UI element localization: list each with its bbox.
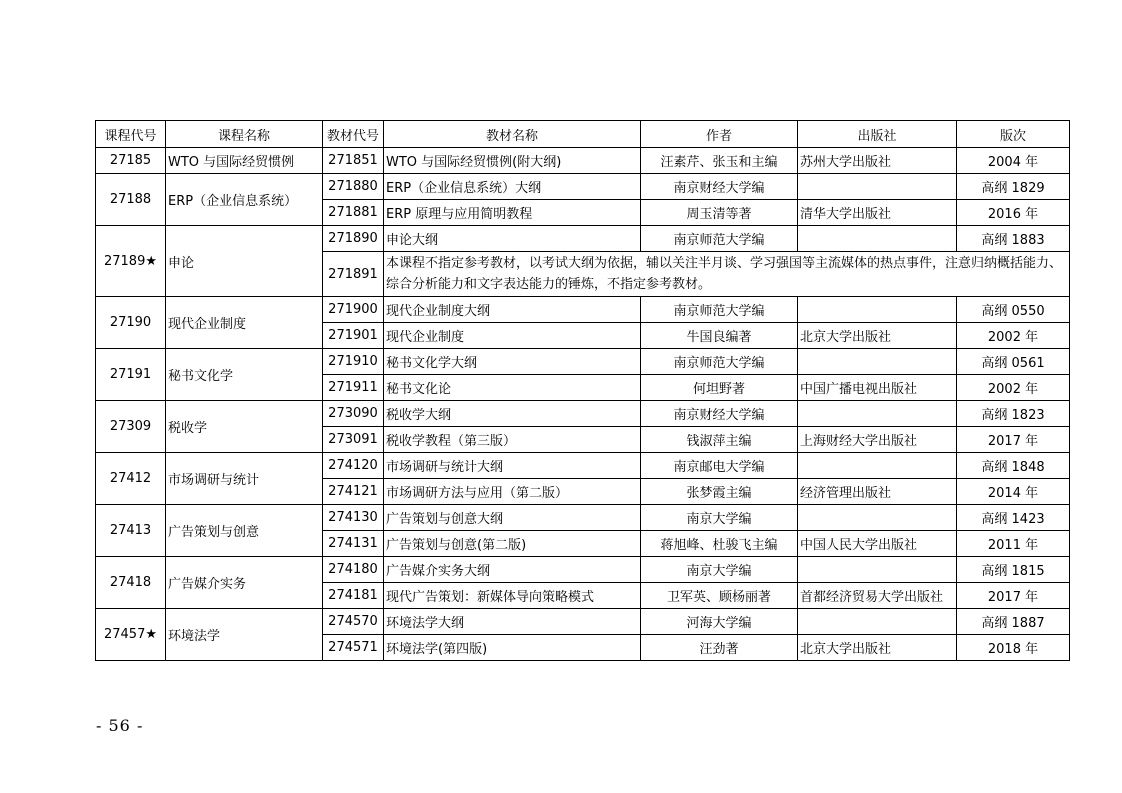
publisher-cell: 中国人民大学出版社 — [798, 531, 957, 557]
course-code-cell: 27191 — [96, 349, 166, 401]
author-cell: 河海大学编 — [641, 609, 798, 635]
publisher-cell: 上海财经大学出版社 — [798, 427, 957, 453]
course-code-cell: 27185 — [96, 148, 166, 174]
author-cell: 钱淑萍主编 — [641, 427, 798, 453]
book-code-cell: 271911 — [323, 375, 384, 401]
table-row — [96, 297, 1070, 323]
book-name-cell: 广告策划与创意(第二版) — [384, 531, 641, 557]
header-book-name: 教材名称 — [384, 121, 641, 148]
author-cell: 汪劲著 — [641, 635, 798, 661]
edition-cell: 高纲 1887 — [957, 609, 1070, 635]
table-row — [96, 174, 1070, 200]
edition-cell: 高纲 1883 — [957, 226, 1070, 252]
book-name-cell: ERP 原理与应用简明教程 — [384, 200, 641, 226]
book-name-cell: 申论大纲 — [384, 226, 641, 252]
publisher-cell — [798, 174, 957, 200]
edition-cell: 高纲 1823 — [957, 401, 1070, 427]
header-edition: 版次 — [957, 121, 1070, 148]
book-code-cell: 271890 — [323, 226, 384, 252]
publisher-cell: 首都经济贸易大学出版社 — [798, 583, 957, 609]
course-name-cell: ERP（企业信息系统） — [166, 174, 323, 226]
book-code-cell: 274120 — [323, 453, 384, 479]
course-textbook-table-container — [95, 120, 1069, 661]
publisher-cell — [798, 453, 957, 479]
publisher-cell — [798, 226, 957, 252]
publisher-cell — [798, 557, 957, 583]
book-code-cell: 274571 — [323, 635, 384, 661]
author-cell: 南京师范大学编 — [641, 297, 798, 323]
course-code-cell: 27190 — [96, 297, 166, 349]
table-header — [96, 121, 1070, 148]
course-code-cell: 27309 — [96, 401, 166, 453]
table-row — [96, 557, 1070, 583]
edition-cell: 2017 年 — [957, 583, 1070, 609]
publisher-cell — [798, 401, 957, 427]
edition-cell: 高纲 0561 — [957, 349, 1070, 375]
header-course-code: 课程代号 — [96, 121, 166, 148]
edition-cell: 高纲 0550 — [957, 297, 1070, 323]
edition-cell: 2014 年 — [957, 479, 1070, 505]
course-name-cell: 环境法学 — [166, 609, 323, 661]
header-author: 作者 — [641, 121, 798, 148]
table-row — [96, 453, 1070, 479]
publisher-cell — [798, 297, 957, 323]
course-code-cell: 27413 — [96, 505, 166, 557]
author-cell: 汪素芹、张玉和主编 — [641, 148, 798, 174]
header-course-name: 课程名称 — [166, 121, 323, 148]
author-cell: 南京师范大学编 — [641, 226, 798, 252]
book-code-cell: 274570 — [323, 609, 384, 635]
table-row — [96, 226, 1070, 252]
publisher-cell: 北京大学出版社 — [798, 323, 957, 349]
book-name-cell: 税收学教程（第三版） — [384, 427, 641, 453]
course-code-cell: 27188 — [96, 174, 166, 226]
book-code-cell: 274130 — [323, 505, 384, 531]
book-name-cell: 秘书文化论 — [384, 375, 641, 401]
edition-cell: 2018 年 — [957, 635, 1070, 661]
course-name-cell: 秘书文化学 — [166, 349, 323, 401]
edition-cell: 2002 年 — [957, 323, 1070, 349]
book-code-cell: 271900 — [323, 297, 384, 323]
book-name-cell: ERP（企业信息系统）大纲 — [384, 174, 641, 200]
publisher-cell: 经济管理出版社 — [798, 479, 957, 505]
author-cell: 卫军英、顾杨丽著 — [641, 583, 798, 609]
author-cell: 牛国良编著 — [641, 323, 798, 349]
edition-cell: 高纲 1423 — [957, 505, 1070, 531]
edition-cell: 2002 年 — [957, 375, 1070, 401]
table-row — [96, 609, 1070, 635]
edition-cell: 2004 年 — [957, 148, 1070, 174]
table-row — [96, 148, 1070, 174]
course-name-cell: WTO 与国际经贸惯例 — [166, 148, 323, 174]
book-code-cell: 274181 — [323, 583, 384, 609]
book-name-cell: 秘书文化学大纲 — [384, 349, 641, 375]
header-publisher: 出版社 — [798, 121, 957, 148]
book-name-cell: WTO 与国际经贸惯例(附大纲) — [384, 148, 641, 174]
edition-cell: 2016 年 — [957, 200, 1070, 226]
publisher-cell — [798, 349, 957, 375]
table-row — [96, 505, 1070, 531]
publisher-cell — [798, 609, 957, 635]
book-code-cell: 274131 — [323, 531, 384, 557]
book-name-cell: 现代企业制度 — [384, 323, 641, 349]
course-name-cell: 广告媒介实务 — [166, 557, 323, 609]
course-textbook-table — [95, 120, 1070, 661]
header-row — [96, 121, 1070, 148]
course-name-cell: 市场调研与统计 — [166, 453, 323, 505]
edition-cell: 2011 年 — [957, 531, 1070, 557]
book-code-cell: 271881 — [323, 200, 384, 226]
author-cell: 南京大学编 — [641, 557, 798, 583]
author-cell: 蒋旭峰、杜骏飞主编 — [641, 531, 798, 557]
book-name-cell: 环境法学(第四版) — [384, 635, 641, 661]
course-name-cell: 申论 — [166, 226, 323, 297]
author-cell: 张梦霞主编 — [641, 479, 798, 505]
course-name-cell: 广告策划与创意 — [166, 505, 323, 557]
book-name-cell: 市场调研方法与应用（第二版） — [384, 479, 641, 505]
header-book-code: 教材代号 — [323, 121, 384, 148]
course-code-cell: 27412 — [96, 453, 166, 505]
book-code-cell: 271901 — [323, 323, 384, 349]
edition-cell: 高纲 1815 — [957, 557, 1070, 583]
author-cell: 南京财经大学编 — [641, 174, 798, 200]
table-row — [96, 401, 1070, 427]
author-cell: 南京师范大学编 — [641, 349, 798, 375]
course-code-cell: 27418 — [96, 557, 166, 609]
book-code-cell: 274180 — [323, 557, 384, 583]
edition-cell: 高纲 1829 — [957, 174, 1070, 200]
page-number: - 56 - — [96, 716, 144, 735]
book-name-cell: 现代企业制度大纲 — [384, 297, 641, 323]
course-code-cell: 27457★ — [96, 609, 166, 661]
course-code-cell: 27189★ — [96, 226, 166, 297]
table-row — [96, 349, 1070, 375]
book-name-cell: 市场调研与统计大纲 — [384, 453, 641, 479]
author-cell: 南京财经大学编 — [641, 401, 798, 427]
textbook-note-cell: 本课程不指定参考教材，以考试大纲为依据，辅以关注半月谈、学习强国等主流媒体的热点事件，注意归纳概括能力、综合分析能力和文字表达能力的锤炼，不指定参考教材。 — [384, 252, 1070, 297]
publisher-cell: 清华大学出版社 — [798, 200, 957, 226]
publisher-cell: 苏州大学出版社 — [798, 148, 957, 174]
book-name-cell: 广告媒介实务大纲 — [384, 557, 641, 583]
book-code-cell: 271910 — [323, 349, 384, 375]
table-body — [96, 148, 1070, 661]
book-name-cell: 环境法学大纲 — [384, 609, 641, 635]
publisher-cell: 中国广播电视出版社 — [798, 375, 957, 401]
book-name-cell: 税收学大纲 — [384, 401, 641, 427]
book-code-cell: 271851 — [323, 148, 384, 174]
publisher-cell — [798, 505, 957, 531]
book-name-cell: 广告策划与创意大纲 — [384, 505, 641, 531]
book-code-cell: 273091 — [323, 427, 384, 453]
author-cell: 周玉清等著 — [641, 200, 798, 226]
edition-cell: 2017 年 — [957, 427, 1070, 453]
book-code-cell: 273090 — [323, 401, 384, 427]
author-cell: 南京邮电大学编 — [641, 453, 798, 479]
edition-cell: 高纲 1848 — [957, 453, 1070, 479]
author-cell: 南京大学编 — [641, 505, 798, 531]
author-cell: 何坦野著 — [641, 375, 798, 401]
course-name-cell: 现代企业制度 — [166, 297, 323, 349]
book-code-cell: 271880 — [323, 174, 384, 200]
publisher-cell: 北京大学出版社 — [798, 635, 957, 661]
book-code-cell: 274121 — [323, 479, 384, 505]
book-name-cell: 现代广告策划：新媒体导向策略模式 — [384, 583, 641, 609]
book-code-cell: 271891 — [323, 252, 384, 297]
course-name-cell: 税收学 — [166, 401, 323, 453]
